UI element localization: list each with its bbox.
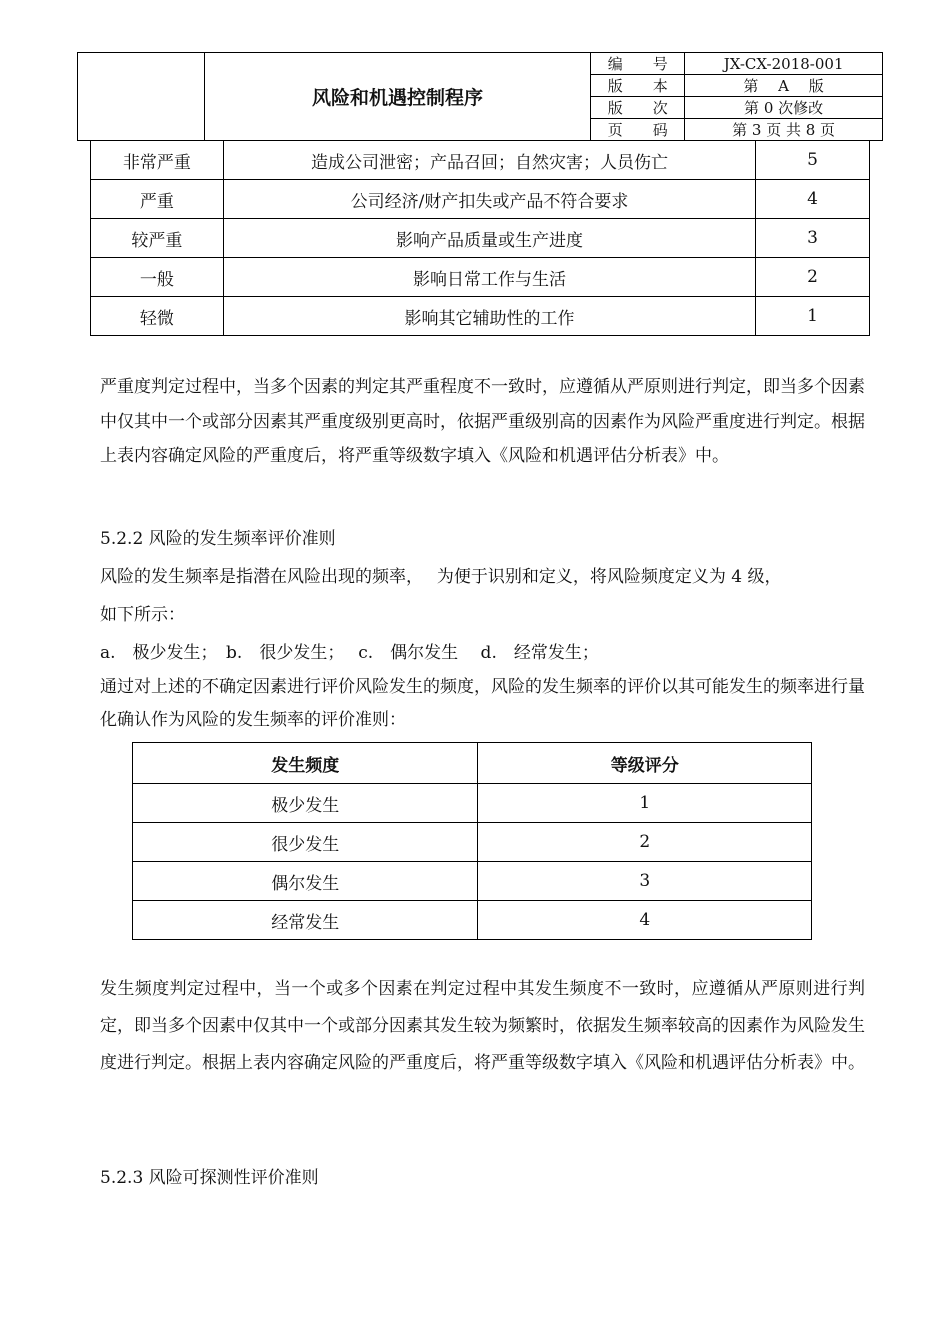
frequency-level: 偶尔发生 — [133, 862, 478, 901]
severity-level: 非常严重 — [91, 141, 224, 180]
frequency-level: 经常发生 — [133, 901, 478, 940]
severity-paragraph: 严重度判定过程中，当多个因素的判定其严重程度不一致时，应遵循从严原则进行判定，即当多个因素中仅其中一个或部分因素其严重度级别更高时，依据严重级别高的因素作为风险严重度进行判定。根据上表内容确定风险的严重度后，将严重等级数字填入《风险和机遇评估分析表》中。 — [100, 377, 865, 466]
header-label: 页 码 — [591, 119, 685, 141]
frequency-table — [132, 742, 812, 940]
frequency-level: 极少发生 — [133, 784, 478, 823]
frequency-score: 3 — [478, 862, 812, 901]
frequency-level: 很少发生 — [133, 823, 478, 862]
frequency-score: 1 — [478, 784, 812, 823]
header-label: 版 次 — [591, 97, 685, 119]
table-row — [91, 219, 870, 258]
frequency-options: a. 极少发生； b. 很少发生； c. 偶尔发生 d. 经常发生； — [100, 643, 599, 663]
table-row — [133, 823, 812, 862]
frequency-paragraph-line: 如下所示： — [100, 605, 185, 625]
severity-level: 严重 — [91, 180, 224, 219]
table-row — [91, 258, 870, 297]
table-row — [91, 180, 870, 219]
table-header-row — [133, 743, 812, 784]
severity-level: 较严重 — [91, 219, 224, 258]
page-number: 第 3 页 共 8 页 — [685, 119, 883, 141]
document-number: JX-CX-2018-001 — [685, 53, 883, 75]
severity-level: 轻微 — [91, 297, 224, 336]
table-row — [91, 141, 870, 180]
severity-table — [90, 140, 870, 336]
header-label: 版 本 — [591, 75, 685, 97]
severity-desc: 影响日常工作与生活 — [223, 258, 755, 297]
severity-score: 5 — [756, 141, 870, 180]
header-label: 编 号 — [591, 53, 685, 75]
section-heading: 5.2.2 风险的发生频率评价准则 — [100, 529, 336, 549]
table-row — [133, 901, 812, 940]
frequency-score: 4 — [478, 901, 812, 940]
column-header: 发生频度 — [133, 743, 478, 784]
severity-score: 3 — [756, 219, 870, 258]
severity-level: 一般 — [91, 258, 224, 297]
severity-score: 1 — [756, 297, 870, 336]
section-heading: 5.2.3 风险可探测性评价准则 — [100, 1168, 319, 1188]
severity-desc: 造成公司泄密；产品召回；自然灾害；人员伤亡 — [223, 141, 755, 180]
frequency-judgement-paragraph: 发生频度判定过程中，当一个或多个因素在判定过程中其发生频度不一致时，应遵循从严原则进行判定，即当多个因素中仅其中一个或部分因素其发生较为频繁时，依据发生频率较高的因素作为风险发生度进行判定。根据上表内容确定风险的严重度后，将严重等级数字填入《风险和机遇评估分析表》中。 — [100, 979, 865, 1073]
document-header — [77, 52, 883, 141]
column-header: 等级评分 — [478, 743, 812, 784]
table-row — [133, 784, 812, 823]
frequency-criteria-paragraph: 通过对上述的不确定因素进行评价风险发生的频度，风险的发生频率的评价以其可能发生的频率进行量化确认作为风险的发生频率的评价准则： — [100, 677, 865, 730]
severity-desc: 影响产品质量或生产进度 — [223, 219, 755, 258]
frequency-paragraph-line: 风险的发生频率是指潜在风险出现的频率， 为便于识别和定义，将风险频度定义为 4 级， — [100, 567, 782, 587]
document-edition: 第 A 版 — [685, 75, 883, 97]
severity-score: 4 — [756, 180, 870, 219]
table-row — [91, 297, 870, 336]
severity-desc: 影响其它辅助性的工作 — [223, 297, 755, 336]
frequency-score: 2 — [478, 823, 812, 862]
severity-score: 2 — [756, 258, 870, 297]
document-revision: 第 0 次修改 — [685, 97, 883, 119]
table-row — [133, 862, 812, 901]
logo-cell — [78, 53, 205, 141]
severity-desc: 公司经济/财产扣失或产品不符合要求 — [223, 180, 755, 219]
document-title: 风险和机遇控制程序 — [204, 53, 590, 141]
